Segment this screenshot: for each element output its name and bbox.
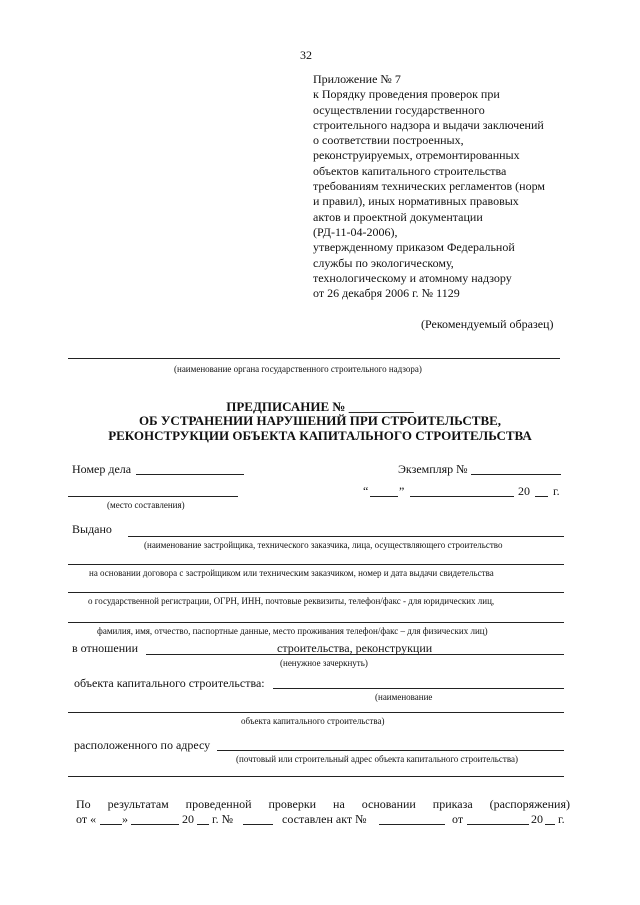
- address-field-2[interactable]: [68, 776, 564, 777]
- appendix-line: (РД-11-04-2006),: [313, 224, 398, 239]
- results-ot: от: [452, 812, 464, 826]
- issued-field-1[interactable]: [128, 536, 564, 537]
- authority-caption: (наименование органа государственного строительного надзора): [174, 364, 422, 374]
- date-year-suffix: г.: [553, 484, 560, 498]
- copy-label: Экземпляр №: [398, 462, 468, 476]
- appendix-line: службы по экологическому,: [313, 255, 454, 270]
- results-word: проверки: [268, 797, 317, 811]
- copy-number-field[interactable]: [471, 474, 561, 475]
- date-month-field[interactable]: [410, 496, 514, 497]
- case-number-field[interactable]: [136, 474, 244, 475]
- order-month-field[interactable]: [131, 824, 179, 825]
- issued-caption-1: (наименование застройщика, технического заказчика, лица, осуществляющего строительство: [144, 540, 503, 550]
- case-number-label: Номер дела: [72, 462, 132, 476]
- regarding-options: строительства, реконструкции: [277, 641, 433, 655]
- appendix-line: к Порядку проведения проверок при: [313, 87, 500, 102]
- order-year-field[interactable]: [197, 824, 209, 825]
- date-quote-open: “: [363, 484, 369, 498]
- order-day-field[interactable]: [100, 824, 122, 825]
- issued-field-2[interactable]: [68, 564, 564, 565]
- object-label: объекта капитального строительства:: [74, 676, 265, 690]
- issued-field-4[interactable]: [68, 622, 564, 623]
- results-word: результатам: [107, 797, 169, 811]
- date-year-prefix: 20: [518, 484, 530, 498]
- date-quote-close: ”: [399, 484, 405, 498]
- results-from: от «: [76, 812, 97, 826]
- appendix-line: о соответствии построенных,: [313, 133, 464, 148]
- appendix-line: от 26 декабря 2006 г. № 1129: [313, 286, 460, 301]
- results-close-quote: »: [122, 812, 128, 826]
- object-field-1[interactable]: [273, 688, 564, 689]
- title-line-2: ОБ УСТРАНЕНИИ НАРУШЕНИЙ ПРИ СТРОИТЕЛЬСТВЕ,: [138, 413, 502, 428]
- results-word: основании: [361, 797, 416, 811]
- address-label: расположенного по адресу: [74, 738, 211, 752]
- date-day-field[interactable]: [370, 496, 398, 497]
- page-number: 32: [300, 48, 312, 62]
- date-year-field[interactable]: [535, 496, 548, 497]
- issued-caption-4: фамилия, имя, отчество, паспортные данные, место проживания телефон/факс – для физических лиц): [97, 626, 488, 636]
- object-caption-2: объекта капитального строительства): [241, 716, 385, 726]
- results-compiled: составлен акт №: [282, 812, 367, 826]
- act-number-field[interactable]: [379, 824, 445, 825]
- appendix-line: реконструируемых, отремонтированных: [313, 148, 520, 163]
- appendix-line: требованиям технических регламентов (норм: [313, 179, 545, 194]
- recommended-sample: (Рекомендуемый образец): [421, 317, 554, 331]
- title-line-1: ПРЕДПИСАНИЕ № __________: [226, 399, 414, 414]
- address-caption: (почтовый или строительный адрес объекта капитального строительства): [236, 754, 518, 764]
- results-word: на: [333, 797, 345, 811]
- appendix-line: утвержденному приказом Федеральной: [313, 240, 515, 255]
- results-word: По: [76, 797, 91, 811]
- place-field[interactable]: [68, 496, 238, 497]
- issued-label: Выдано: [72, 522, 112, 536]
- place-caption: (место составления): [107, 500, 185, 510]
- regarding-label: в отношении: [72, 641, 139, 655]
- appendix-line: актов и проектной документации: [313, 209, 483, 224]
- order-number-field[interactable]: [243, 824, 273, 825]
- appendix-line: и правил), иных нормативных правовых: [313, 194, 519, 209]
- results-word: проведенной: [185, 797, 252, 811]
- issued-caption-3: о государственной регистрации, ОГРН, ИНН, почтовые реквизиты, телефон/факс - для юридических лиц,: [88, 596, 495, 606]
- address-field-1[interactable]: [217, 750, 564, 751]
- act-date-field[interactable]: [467, 824, 529, 825]
- results-year-b: 20: [531, 812, 543, 826]
- authority-line: [68, 358, 560, 359]
- results-year: 20: [182, 812, 194, 826]
- appendix-line: технологическому и атомному надзору: [313, 270, 512, 285]
- results-word: (распоряжения): [489, 797, 570, 811]
- object-field-2[interactable]: [68, 712, 564, 713]
- object-caption-1: (наименование: [375, 692, 433, 702]
- appendix-line: Приложение № 7: [313, 72, 401, 86]
- act-year-field[interactable]: [545, 824, 555, 825]
- results-word: приказа: [432, 797, 473, 811]
- issued-field-3[interactable]: [68, 592, 564, 593]
- results-g-no: г. №: [212, 812, 234, 826]
- title-line-3: РЕКОНСТРУКЦИИ ОБЪЕКТА КАПИТАЛЬНОГО СТРОИТЕЛЬСТВА: [108, 428, 532, 443]
- results-line-1: [76, 797, 570, 812]
- results-g: г.: [558, 812, 565, 826]
- regarding-note: (ненужное зачеркнуть): [280, 658, 368, 668]
- appendix-line: строительного надзора и выдачи заключений: [313, 117, 544, 132]
- appendix-line: объектов капитального строительства: [313, 163, 507, 178]
- appendix-line: осуществлении государственного: [313, 102, 485, 117]
- appendix-block: [313, 72, 545, 301]
- issued-caption-2: на основании договора с застройщиком или техническим заказчиком, номер и дата выдачи свидетельства: [89, 568, 494, 578]
